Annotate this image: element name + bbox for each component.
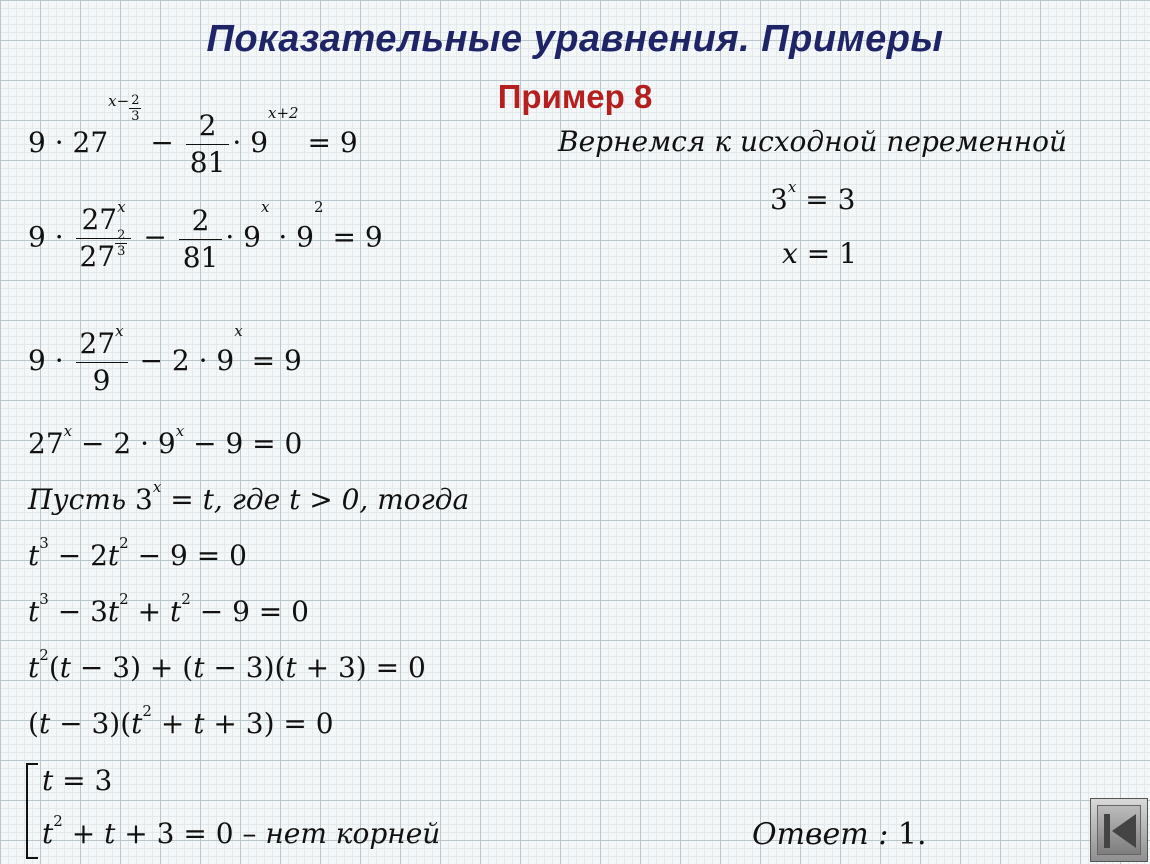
system-case-1: t = 3 <box>42 764 113 797</box>
equation-step-4: $27^x - 2 \cdot 9^x - 9 = 0$ <box>28 422 303 460</box>
back-substitution-heading: Вернемся к исходной переменной <box>558 125 1068 158</box>
nav-back-button[interactable] <box>1090 798 1148 862</box>
solution-equation: x = 1 <box>782 237 857 270</box>
equation-step-7: $t^3 - 3t^2 + t^2 - 9 = 0$ <box>28 590 309 628</box>
system-bracket <box>26 763 38 859</box>
back-substitution-equation: 3$^x$ = 3 <box>770 178 856 216</box>
equation-step-9: $(t - 3)(t^2 + t + 3) = 0$ <box>28 702 334 740</box>
page-title: Показательные уравнения. Примеры <box>206 18 944 60</box>
equation-step-8: $t^2(t - 3) + (t - 3)(t + 3) = 0$ <box>28 646 426 684</box>
skip-back-icon <box>1098 806 1142 856</box>
answer: Ответ : 1. <box>752 817 927 852</box>
equation-step-3: 9 · $\frac{27^x}{9}$ − $2 \cdot 9^x = 9$ <box>28 322 302 397</box>
equation-step-2: 9 · 27$^x$ 27 $\frac{2}{3}$ − $\frac{2}{81}$ · $9^x \cdot 9^2 = 9$ <box>28 198 383 274</box>
equation-step-1: $9 \cdot 27^{x- \frac{2}{3}}$ − $\frac{2}{81}$ · $9^{x+2} = 9$ <box>28 92 358 179</box>
equation-step-6: $t^3 - 2t^2 - 9 = 0$ <box>28 534 247 572</box>
system-case-2: $t^2 + t + 3 = 0$ – нет корней <box>42 812 441 850</box>
substitution-line: Пусть 3$^x$ = t, где t > 0, тогда <box>28 478 470 516</box>
example-subtitle: Пример 8 <box>497 78 653 115</box>
